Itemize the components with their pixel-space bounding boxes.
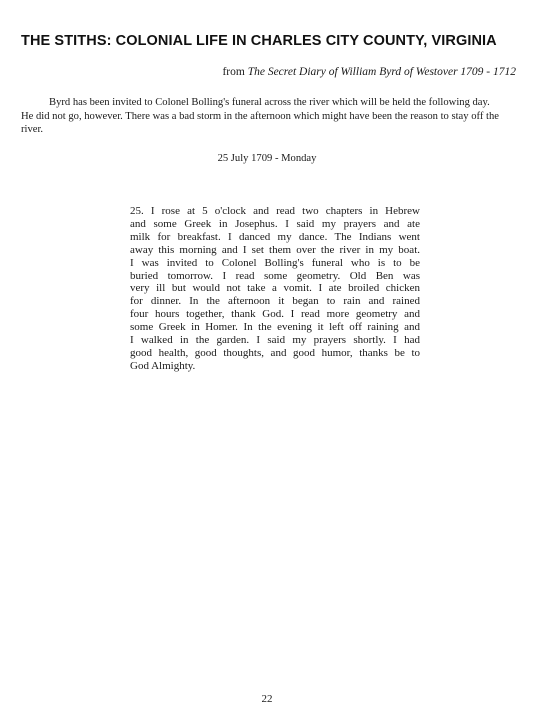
entry-line: some Greek in Homer. In the evening it left off raining and [130, 321, 420, 334]
entry-line: good health, good thoughts, and good humor, thanks be to [130, 346, 420, 359]
intro-paragraph: Byrd has been invited to Colonel Bolling's funeral across the river which will be held the following day. He did not go, however. There was a bad storm in the afternoon which might have been the reason to stay off the river. [21, 97, 499, 135]
entry-line: and some Greek in Josephus. I said my prayers and ate [130, 217, 420, 230]
entry-line: buried tomorrow. I read some geometry. Old Ben was [130, 269, 420, 282]
entry-line: I was invited to Colonel Bolling's funeral who is to be [130, 256, 420, 269]
source-citation [222, 66, 516, 78]
source-prefix: from [222, 66, 248, 78]
source-book-title: The Secret Diary of William Byrd of Westover 1709 - 1712 [247, 66, 516, 78]
entry-line: 25. I rose at 5 o'clock and read two chapters in Hebrew [130, 205, 420, 217]
entry-line: four hours together, thank God. I read more geometry and [130, 308, 420, 321]
diary-entry [130, 205, 420, 373]
page-title: THE STITHS: COLONIAL LIFE IN CHARLES CITY COUNTY, VIRGINIA [21, 33, 497, 49]
entry-date: 25 July 1709 - Monday [217, 153, 317, 164]
entry-line: God Almighty. [130, 359, 196, 372]
entry-line: very ill but would not take a vomit. I ate broiled chicken [130, 282, 420, 295]
entry-line: milk for breakfast. I danced my dance. The Indians went [130, 230, 420, 243]
entry-line: I walked in the garden. I said my prayers shortly. I had [130, 334, 420, 347]
page-number: 22 [261, 693, 273, 705]
entry-line: for dinner. In the afternoon it began to rain and rained [130, 295, 420, 308]
entry-line: away this morning and I set them over the river in my boat. [130, 243, 420, 256]
